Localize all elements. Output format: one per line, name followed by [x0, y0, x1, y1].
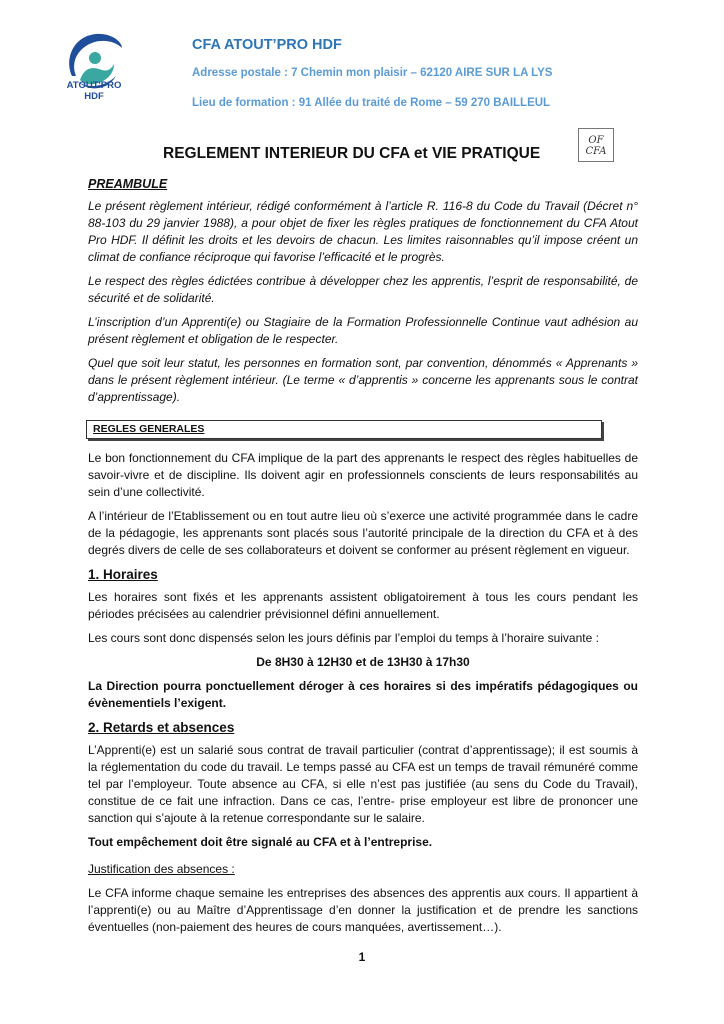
general-rules-box — [86, 420, 602, 439]
horaires-paragraph: Les cours sont donc dispensés selon les jours définis par l’emploi du temps à l’horaire suivante : — [88, 631, 599, 645]
preamble-paragraph: L’inscription d’un Apprenti(e) ou Stagiaire de la Formation Professionnelle Continue vaut adhésion au présent règlement et obligation de le respecter. — [88, 315, 638, 346]
general-rules-paragraph: A l’intérieur de l’Etablissement ou en tout autre lieu où s’exerce une activité programmée dans le cadre de la pédagogie, les apprenants sont placés sous l’autorité principale de la direction du CFA et à des degrés divers de celle de ses collaborateurs et doivent se conformer au présent règlement en vigueur. — [88, 509, 638, 557]
preamble-paragraph: Le présent règlement intérieur, rédigé conformément à l’article R. 116-8 du Code du Travail (Décret n° 88-103 du 29 janvier 1988), a pour objet de fixer les règles pratiques de fonctionnement du CFA Atout Pro HDF. Il définit les droits et les devoirs de chacun. Les limites raisonnables qu’il impose créent un climat de confiance réciproque qui favorise l’efficacité et le progrès. — [88, 199, 638, 264]
logo-text-line1: ATOUT'PRO — [66, 80, 122, 91]
hours-line: De 8H30 à 12H30 et de 13H30 à 17h30 — [256, 655, 470, 669]
preamble-heading: PREAMBULE — [88, 177, 168, 191]
document-body — [88, 176, 638, 943]
logo-text — [56, 80, 132, 102]
section-heading-absences: 2. Retards et absences — [88, 720, 235, 735]
absences-notice: Tout empêchement doit être signalé au CFA et à l’entreprise. — [88, 835, 433, 849]
stamp-line2: CFA — [585, 146, 607, 157]
stamp-line1: OF — [588, 135, 604, 146]
logo-text-line2: HDF — [84, 91, 104, 102]
of-cfa-stamp — [578, 128, 614, 162]
justification-paragraph: Le CFA informe chaque semaine les entreprises des absences des apprentis aux cours. Il appartient à l’apprenti(e) ou au Maître d’Apprentissage d’en donner la justification et de prendre les sanctions éventuelles (non-paiement des heures de cours manquées, avertissement…). — [88, 886, 638, 934]
general-rules-heading: REGLES GENERALES — [93, 423, 205, 435]
postal-address: Adresse postale : 7 Chemin mon plaisir – 62120 AIRE SUR LA LYS — [192, 67, 553, 79]
document-title: REGLEMENT INTERIEUR DU CFA et VIE PRATIQUE — [163, 145, 541, 162]
preamble-paragraph: Quel que soit leur statut, les personnes en formation sont, par convention, dénommés « Apprenants » dans le présent règlement intérieur. (Le terme « d’apprentis » concerne les apprenants sous le contrat d’apprentissage). — [88, 356, 638, 404]
section-heading-horaires: 1. Horaires — [88, 567, 158, 582]
preamble-paragraph: Le respect des règles édictées contribue à développer chez les apprentis, l’esprit de responsabilité, de sécurité et de solidarité. — [88, 274, 638, 305]
absences-paragraph: L’Apprenti(e) est un salarié sous contrat de travail particulier (contrat d’apprentissage); il est soumis à la réglementation du code du travail. Le temps passé au CFA est un temps de travail rémunéré comme tel par l’employeur. Toute absence au CFA, si elle n’est pas justifiée (au sens du Code du Travail), constitue de ce fait une infraction. Dans ce cas, l’entre- prise employeur est libre de prononcer une sanction qui s’ajoute à la retenue correspondante sur le salaire. — [88, 743, 638, 825]
training-site-address: Lieu de formation : 91 Allée du traité de Rome – 59 270 BAILLEUL — [192, 97, 551, 109]
letterhead — [0, 0, 724, 120]
horaires-paragraph: Les horaires sont fixés et les apprenants assistent obligatoirement à tous les cours pendant les périodes précisées au calendrier prévisionnel défini annuellement. — [88, 590, 638, 621]
hours-note: La Direction pourra ponctuellement déroger à ces horaires si des impératifs pédagogiques ou évènementiels l’exigent. — [88, 679, 638, 710]
org-name: CFA ATOUT’PRO HDF — [192, 37, 342, 53]
page-number: 1 — [358, 950, 366, 964]
general-rules-paragraph: Le bon fonctionnement du CFA implique de la part des apprenants le respect des règles habituelles de savoir-vivre et de discipline. Ils doivent agir en professionnels conscients de leurs responsabilités au sein d’une collectivité. — [88, 451, 638, 499]
justification-heading: Justification des absences : — [88, 862, 235, 876]
